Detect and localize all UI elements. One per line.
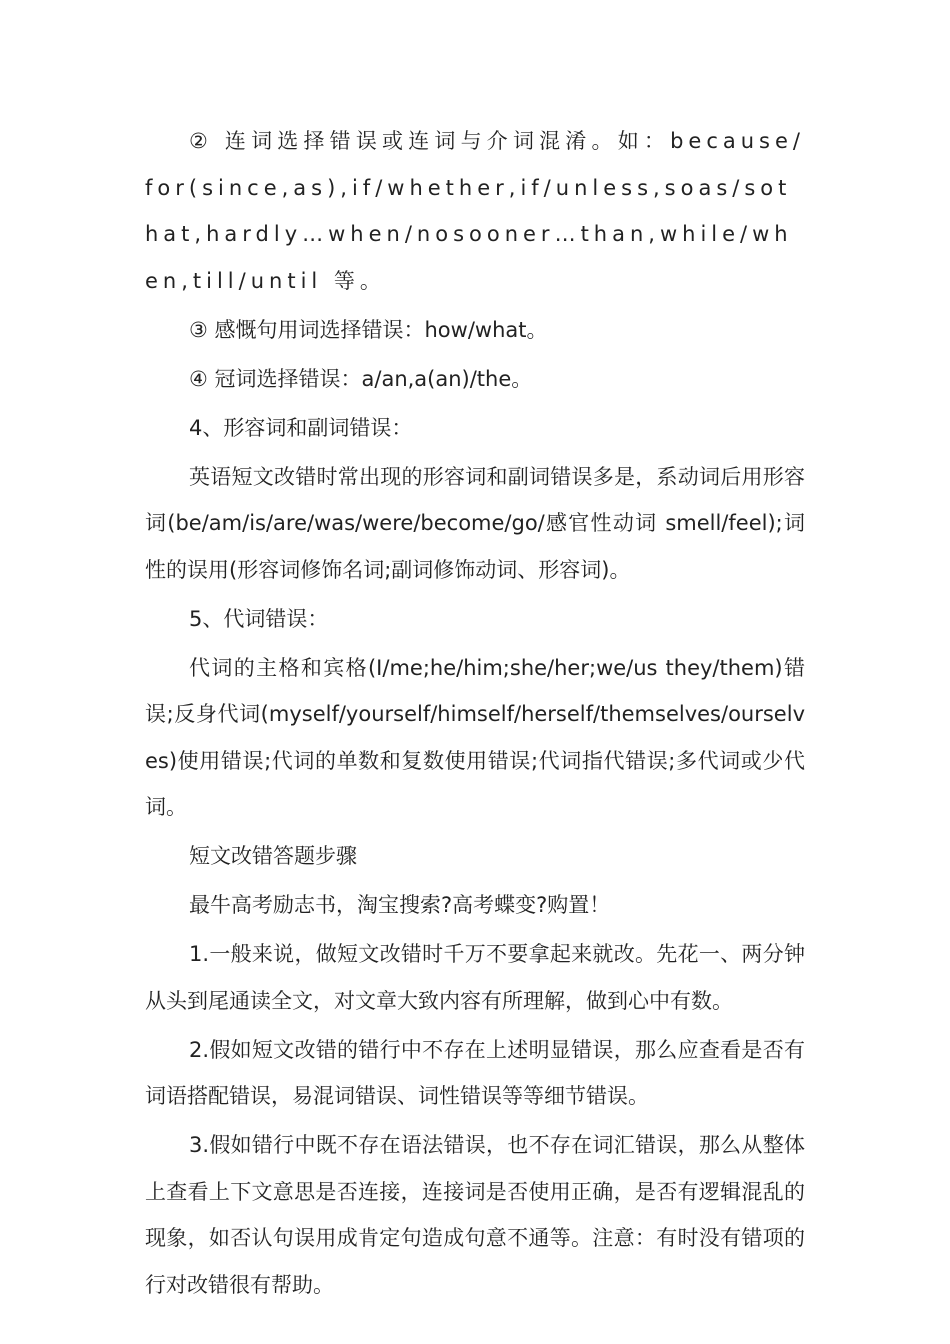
paragraph-step-1: 1.一般来说，做短文改错时千万不要拿起来就改。先花一、两分钟从头到尾通读全文，对文章大致内容有所理解，做到心中有数。: [145, 942, 805, 1013]
paragraph-step-2: 2.假如短文改错的错行中不存在上述明显错误，那么应查看是否有词语搭配错误，易混词错误、词性错误等等细节错误。: [145, 1037, 805, 1108]
paragraph-promo-line: 最牛高考励志书，淘宝搜索?高考蝶变?购置！: [189, 893, 611, 917]
paragraph-conjunction-errors: ② 连词选择错误或连词与介词混淆。如：because/for(since,as),if/whether,if/unless,soas/sothat,hardly…when/nosooner…than,while/when,till/until 等。: [145, 129, 805, 293]
heading-answer-steps: 短文改错答题步骤: [189, 844, 357, 868]
heading-adjective-adverb-errors: 4、形容词和副词错误：: [189, 415, 413, 440]
document-body: [145, 118, 805, 1311]
paragraph-adjective-adverb-errors: 英语短文改错时常出现的形容词和副词错误多是，系动词后用形容词(be/am/is/are/was/were/become/go/感官性动词 smell/feel);词性的误用(形容词修饰名词;副词修饰动词、形容词)。: [145, 464, 805, 582]
paragraph-step-3: 3.假如错行中既不存在语法错误，也不存在词汇错误，那么从整体上查看上下文意思是否连接，连接词是否使用正确，是否有逻辑混乱的现象，如否认句误用成肯定句造成句意不通等。注意：有时没有错项的行对改错很有帮助。: [145, 1133, 805, 1297]
paragraph-article-errors: ④ 冠词选择错误：a/an,a(an)/the。: [189, 366, 533, 391]
heading-pronoun-errors: 5、代词错误：: [189, 606, 329, 631]
paragraph-pronoun-errors: 代词的主格和宾格(I/me;he/him;she/her;we/us they/them)错误;反身代词(myself/yourself/himself/herself/themselves/ourselves)使用错误;代词的单数和复数使用错误;代词指代错误;多代词或少代词。: [145, 655, 805, 819]
paragraph-exclamation-errors: ③ 感慨句用词选择错误：how/what。: [189, 317, 548, 342]
